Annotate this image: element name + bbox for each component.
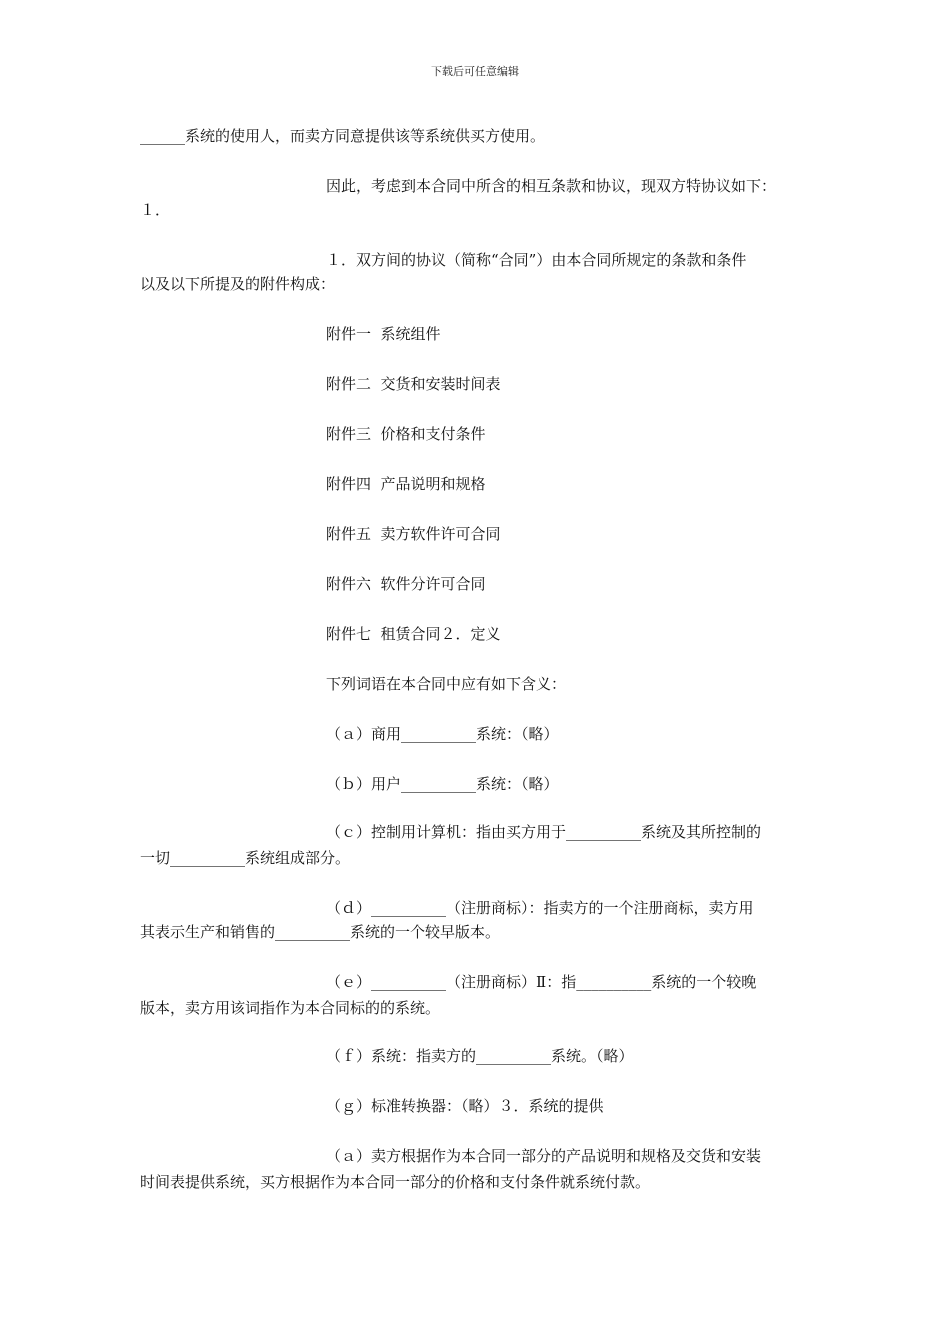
- text-line: 因此，考虑到本合同中所含的相互条款和协议，现双方特协议如下：: [326, 177, 777, 195]
- definition-item: （ａ）商用__________系统：（略）: [326, 725, 559, 743]
- text-line: （ａ）卖方根据作为本合同一部分的产品说明和规格及交货和安装: [326, 1147, 762, 1165]
- text-line: 以及以下所提及的附件构成：: [140, 275, 336, 293]
- text-line: 时间表提供系统，买方根据作为本合同一部分的价格和支付条件就系统付款。: [140, 1173, 651, 1191]
- definition-item: （ｅ）__________（注册商标）Ⅱ：指__________系统的一个较晚: [326, 973, 757, 991]
- text-line: 版本，卖方用该词指作为本合同标的的系统。: [140, 999, 441, 1017]
- annex-item: 附件一 系统组件: [326, 325, 441, 343]
- definition-item: （ｃ）控制用计算机：指由买方用于__________系统及其所控制的: [326, 823, 762, 841]
- annex-item: 附件七 租赁合同２．定义: [326, 625, 501, 643]
- annex-item: 附件四 产品说明和规格: [326, 475, 486, 493]
- annex-item: 附件六 软件分许可合同: [326, 575, 486, 593]
- page-header: 下载后可任意编辑: [431, 65, 519, 78]
- text-line: １．: [140, 201, 171, 219]
- text-line: 一切__________系统组成部分。: [140, 849, 351, 867]
- text-line: 下列词语在本合同中应有如下含义：: [326, 675, 567, 693]
- text-line: 其表示生产和销售的__________系统的一个较早版本。: [140, 923, 501, 941]
- annex-item: 附件二 交货和安装时间表: [326, 375, 501, 393]
- definition-item: （ｆ）系统：指卖方的__________系统。（略）: [326, 1047, 634, 1065]
- annex-item: 附件五 卖方软件许可合同: [326, 525, 501, 543]
- definition-item: （ｄ）__________（注册商标）：指卖方的一个注册商标，卖方用: [326, 899, 754, 917]
- definition-item: （ｇ）标准转换器：（略）３．系统的提供: [326, 1097, 604, 1115]
- annex-item: 附件三 价格和支付条件: [326, 425, 486, 443]
- definition-item: （ｂ）用户__________系统：（略）: [326, 775, 559, 793]
- text-line: ______系统的使用人，而卖方同意提供该等系统供买方使用。: [140, 127, 546, 145]
- text-line: １．双方间的协议（简称“合同”）由本合同所规定的条款和条件: [326, 251, 747, 269]
